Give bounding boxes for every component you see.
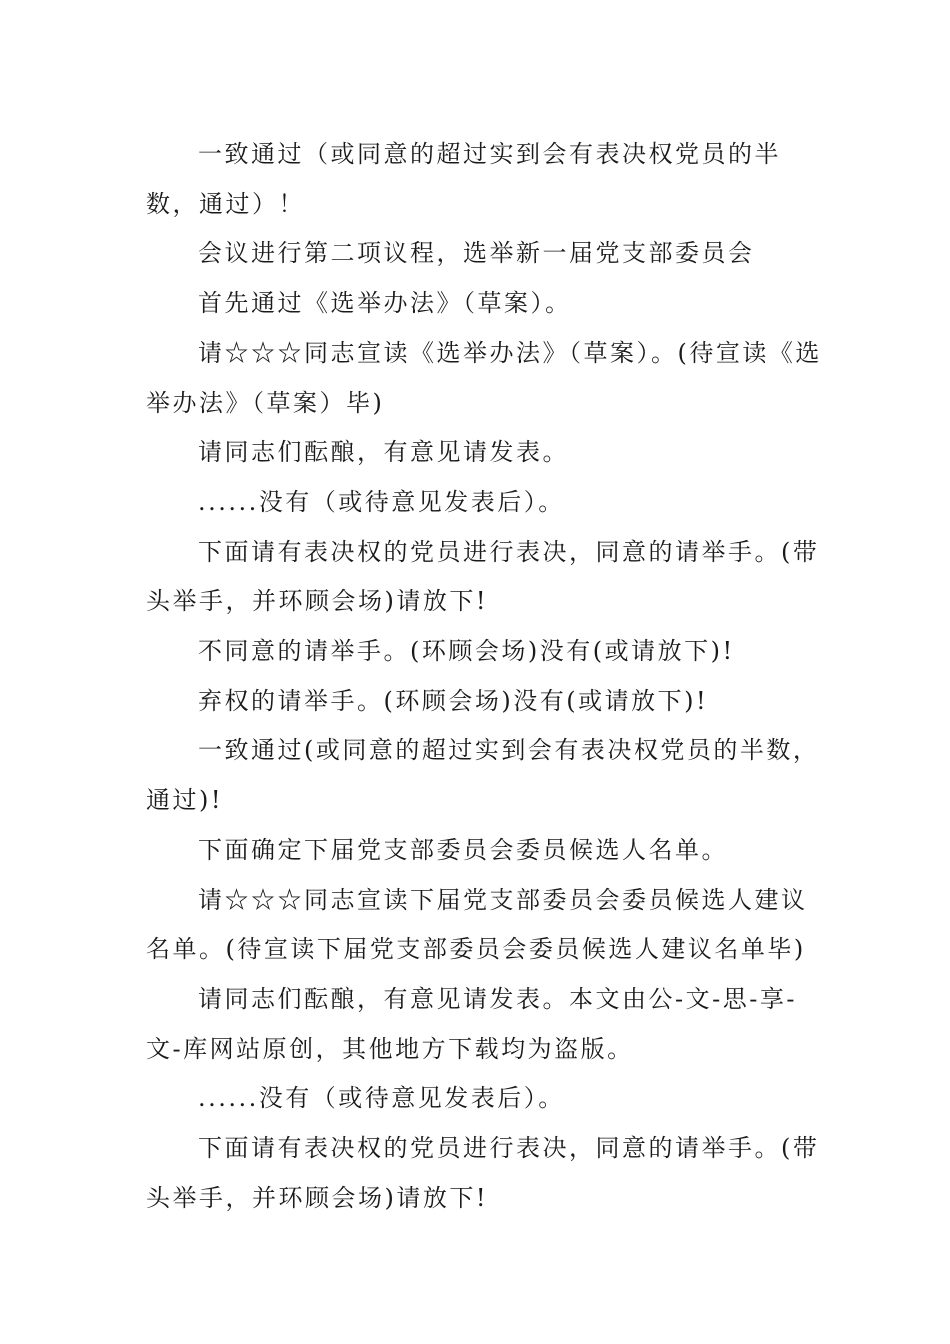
paragraph: 弃权的请举手。(环顾会场)没有(或请放下)! <box>198 686 709 715</box>
paragraph: ......没有（或待意见发表后）。 <box>198 487 565 516</box>
paragraph: 不同意的请举手。(环顾会场)没有(或请放下)! <box>198 637 735 666</box>
paragraph: 请同志们酝酿，有意见请发表。 <box>198 438 569 467</box>
paragraph: 下面确定下届党支部委员会委员候选人名单。 <box>198 835 728 864</box>
paragraph: 请☆☆☆同志宣读下届党支部委员会委员候选人建议名单。(待宣读下届党支部委员会委员候选人建议名单毕) <box>146 885 808 964</box>
paragraph: 下面请有表决权的党员进行表决，同意的请举手。(带头举手，并环顾会场)请放下! <box>146 1134 820 1212</box>
paragraph: 下面请有表决权的党员进行表决，同意的请举手。(带头举手，并环顾会场)请放下! <box>146 537 820 616</box>
paragraph: 会议进行第二项议程，选举新一届党支部委员会 <box>198 239 755 268</box>
paragraph: 一致通过(或同意的超过实到会有表决权党员的半数，通过)! <box>146 736 820 815</box>
paragraph: 请☆☆☆同志宣读《选举办法》（草案）。(待宣读《选举办法》（草案）毕) <box>146 338 822 417</box>
paragraph: 请同志们酝酿，有意见请发表。本文由公-文-思-享-文-库网站原创，其他地方下载均为盗版。 <box>146 984 797 1063</box>
paragraph: 一致通过（或同意的超过实到会有表决权党员的半数，通过）！ <box>146 140 781 218</box>
paragraph: 首先通过《选举办法》（草案）。 <box>198 289 572 318</box>
document-body <box>146 130 826 1223</box>
paragraph: ......没有（或待意见发表后）。 <box>198 1084 565 1113</box>
